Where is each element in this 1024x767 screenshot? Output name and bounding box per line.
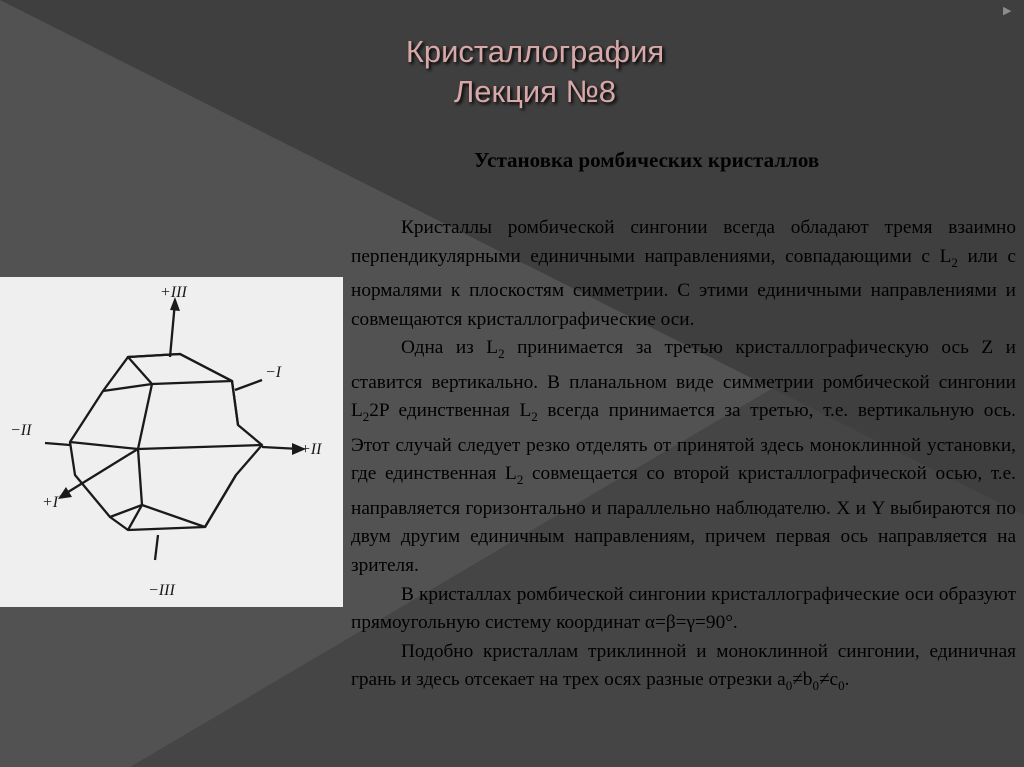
axis-label-plus-one: +I: [42, 494, 59, 511]
title-line-1: Кристаллография: [405, 34, 665, 69]
subscript-index: 0: [785, 678, 793, 694]
subscript-index: 2: [498, 346, 505, 362]
paragraph-text: Подобно кристаллам триклинной и моноклинной сингонии, единичная грань и здесь отсекает на трех осях разные отрезки а: [351, 640, 1016, 691]
subscript-index: 2: [362, 409, 370, 425]
paragraph-text: ≠b: [792, 669, 813, 691]
subscript-index: 2: [531, 409, 538, 425]
crystal-figure: [0, 277, 343, 607]
subscript-index: 2: [951, 254, 958, 270]
corner-arrow-icon: ▶: [1003, 4, 1012, 17]
paragraph-text: Кристаллы ромбической сингонии всегда обладают тремя взаимно перпендикулярными единичными направлениями, совпадающими с L: [351, 217, 1016, 267]
axis-label-plus-two: +II: [300, 441, 322, 458]
paragraph-text: всегда принимается за третью, т.е. вертикальную ось. Этот случай следует резко отделять от принятой здесь моноклинной установки, где единственная L: [351, 400, 1017, 485]
section-heading: Установка ромбических кристаллов: [474, 148, 820, 172]
body-paragraph: [351, 638, 1016, 701]
subscript-index: 2: [516, 472, 524, 488]
subscript-index: 0: [838, 678, 845, 694]
body-paragraph: [351, 334, 1016, 580]
rhombic-crystal-drawing: [0, 277, 343, 607]
body-paragraph: [351, 214, 1016, 334]
paragraph-text: принимается за третью кристаллографическую ось Z и ставится вертикально. В планальном виде симметрии ромбической сингонии L: [351, 337, 1016, 422]
paragraph-text: .: [844, 669, 850, 691]
paragraph-text: В кристаллах ромбической сингонии кристаллографические оси образуют прямоугольную систему координат α=β=γ=90°.: [351, 583, 1016, 634]
paragraph-text: Одна из L: [401, 337, 499, 359]
title-line-2: Лекция №8: [453, 74, 617, 109]
body-paragraph: [351, 581, 1016, 638]
paragraph-text: или с нормалями к плоскостям симметрии. С этими единичными направлениями и совмещаются кристаллографические оси.: [351, 245, 1016, 330]
axis-label-minus-one: −I: [265, 364, 282, 381]
subscript-index: 0: [812, 678, 819, 694]
axis-label-plus-three: +III: [160, 284, 187, 301]
slide-title: [300, 32, 770, 112]
paragraph-text: совмещается со второй кристаллографической осью, т.е. направляется горизонтально и параллельно наблюдателю. X и Y выбираются по двум другим единичным направлениям, причем первая ось направляется на зрителя.: [351, 463, 1016, 576]
paragraph-text: 2P единственная L: [369, 400, 532, 422]
axis-label-minus-three: −III: [148, 582, 175, 599]
body-text: [351, 214, 1016, 701]
paragraph-text: ≠c: [818, 669, 839, 691]
axis-label-minus-two: −II: [10, 422, 32, 439]
